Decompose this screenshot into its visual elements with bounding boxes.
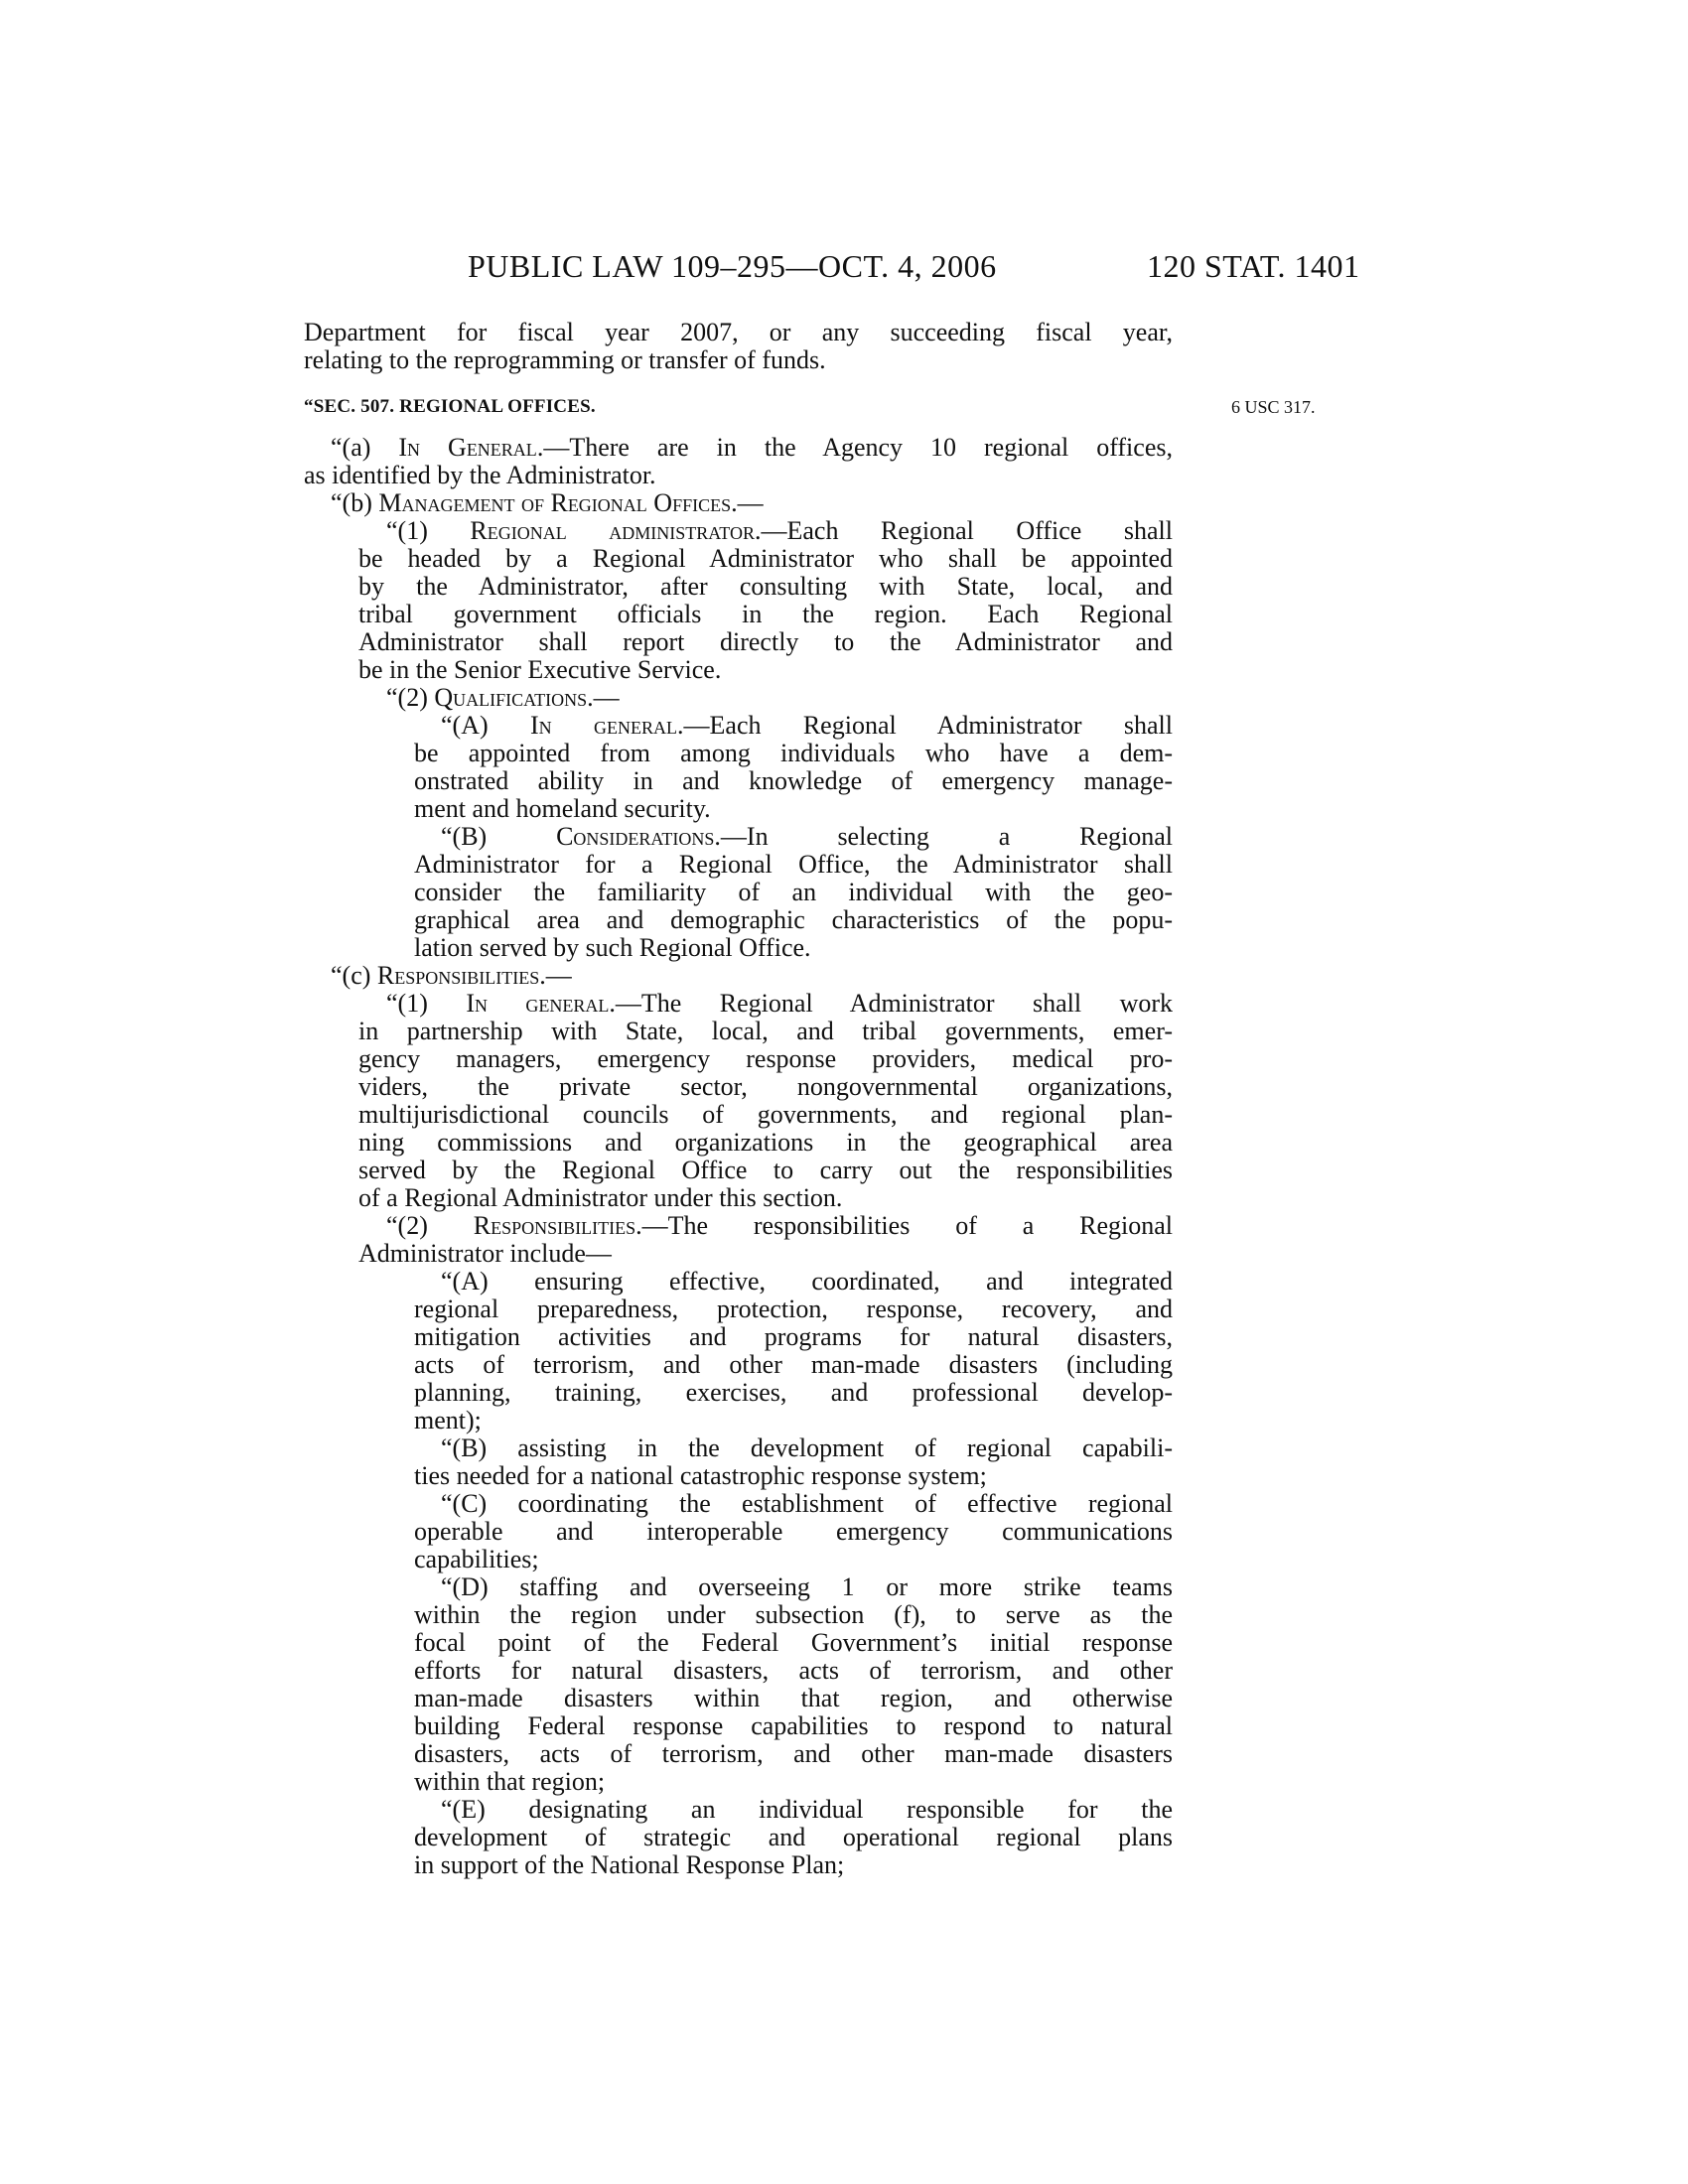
text-line: acts of terrorism, and other man-made disasters (including xyxy=(414,1350,1173,1379)
text-line: man-made disasters within that region, and otherwise xyxy=(414,1684,1173,1712)
text-line: within that region; xyxy=(414,1767,606,1796)
paragraph-first-line xyxy=(414,823,1173,851)
text-line: disasters, acts of terrorism, and other man-made disasters xyxy=(414,1739,1173,1768)
intro-paragraph xyxy=(304,319,1173,374)
text-line: ties needed for a national catastrophic response system; xyxy=(414,1461,987,1490)
text-line: viders, the private sector, nongovernmental organizations, xyxy=(358,1072,1173,1101)
text-line: planning, training, exercises, and professional develop- xyxy=(414,1378,1173,1407)
paragraph-text: .—Each Regional Office shall xyxy=(754,516,1173,545)
text-line: within the region under subsection (f), to serve as the xyxy=(414,1600,1173,1629)
subsection-paragraph xyxy=(414,823,1173,962)
paragraph-first-line xyxy=(414,712,1173,740)
section-body xyxy=(304,434,1173,1879)
text-line: ment and homeland security. xyxy=(414,794,711,823)
paragraph-designator: “(B) xyxy=(441,822,557,851)
text-line: in support of the National Response Plan; xyxy=(414,1850,845,1879)
text-line: Department for fiscal year 2007, or any succeeding fiscal year, xyxy=(304,318,1173,346)
subsection-paragraph xyxy=(414,1268,1173,1434)
paragraph-text: coordinating the establishment of effective regional xyxy=(517,1489,1174,1518)
paragraph-designator: “(C) xyxy=(441,1489,518,1518)
text-line: graphical area and demographic characteristics of the popu- xyxy=(414,905,1173,934)
paragraph-designator: “(A) xyxy=(441,711,530,740)
paragraph-text: designating an individual responsible for the xyxy=(528,1795,1173,1824)
paragraph-text: staffing and overseeing 1 or more strike teams xyxy=(519,1572,1173,1601)
paragraph-first-line xyxy=(358,1212,1173,1240)
text-line: development of strategic and operational regional plans xyxy=(414,1823,1173,1851)
paragraph-first-line xyxy=(304,434,1173,462)
section-heading: “SEC. 507. REGIONAL OFFICES. xyxy=(304,396,596,417)
paragraph-designator: “(2) xyxy=(386,683,435,712)
paragraph-first-line xyxy=(304,489,1173,517)
text-line: relating to the reprogramming or transfer of funds. xyxy=(304,345,826,374)
margin-citation: 6 USC 317. xyxy=(1231,397,1316,417)
text-line: tribal government officials in the region. Each Regional xyxy=(358,600,1173,628)
page-stat-number: 120 STAT. 1401 xyxy=(1147,248,1360,284)
text-line: capabilities; xyxy=(414,1545,539,1573)
paragraph-text: .—The responsibilities of a Regional xyxy=(635,1211,1173,1240)
text-line: in partnership with State, local, and tribal governments, emer- xyxy=(358,1017,1173,1045)
text-line: lation served by such Regional Office. xyxy=(414,933,811,962)
paragraph-first-line xyxy=(414,1796,1173,1824)
paragraph-designator: “(E) xyxy=(441,1795,529,1824)
subsection-paragraph xyxy=(358,1212,1173,1268)
subsection-paragraph xyxy=(358,990,1173,1212)
text-line: gency managers, emergency response providers, medical pro- xyxy=(358,1044,1173,1073)
text-line: building Federal response capabilities to respond to natural xyxy=(414,1711,1173,1740)
text-line: operable and interoperable emergency communications xyxy=(414,1517,1173,1546)
subsection-paragraph xyxy=(304,962,1173,990)
paragraph-first-line xyxy=(414,1434,1173,1462)
text-line: of a Regional Administrator under this section. xyxy=(358,1183,843,1212)
paragraph-text: .— xyxy=(731,488,764,517)
paragraph-designator: “(b) xyxy=(331,488,379,517)
paragraph-first-line xyxy=(304,962,1173,990)
subsection-paragraph xyxy=(414,1796,1173,1879)
text-line: be appointed from among individuals who have a dem- xyxy=(414,739,1173,767)
paragraph-first-line xyxy=(414,1573,1173,1601)
text-line: be headed by a Regional Administrator who shall be appointed xyxy=(358,544,1173,573)
subsection-paragraph xyxy=(304,489,1173,517)
paragraph-text: assisting in the development of regional capabili- xyxy=(517,1433,1174,1462)
paragraph-heading: In general xyxy=(466,989,610,1018)
text-line: as identified by the Administrator. xyxy=(304,461,656,489)
paragraph-first-line xyxy=(358,684,1173,712)
subsection-paragraph xyxy=(358,684,1173,712)
text-line: regional preparedness, protection, response, recovery, and xyxy=(414,1295,1173,1323)
paragraph-heading: Management of Regional Offices xyxy=(378,488,732,517)
subsection-paragraph xyxy=(414,1573,1173,1796)
subsection-paragraph xyxy=(414,712,1173,823)
subsection-paragraph xyxy=(414,1434,1173,1490)
paragraph-designator: “(2) xyxy=(386,1211,474,1240)
paragraph-heading: Qualifications xyxy=(434,683,588,712)
paragraph-first-line xyxy=(358,517,1173,545)
text-line: ment); xyxy=(414,1406,482,1434)
subsection-paragraph xyxy=(414,1490,1173,1573)
paragraph-text: .— xyxy=(539,961,572,990)
paragraph-first-line xyxy=(414,1490,1173,1518)
paragraph-text: .—Each Regional Administrator shall xyxy=(677,711,1173,740)
subsection-paragraph xyxy=(304,434,1173,489)
paragraph-designator: “(D) xyxy=(441,1572,520,1601)
paragraph-text: ensuring effective, coordinated, and integrated xyxy=(534,1267,1173,1296)
paragraph-heading: In General xyxy=(398,433,537,462)
text-line: by the Administrator, after consulting with State, local, and xyxy=(358,572,1173,601)
paragraph-designator: “(1) xyxy=(386,989,467,1018)
text-line: ning commissions and organizations in the geographical area xyxy=(358,1128,1173,1157)
paragraph-heading: Regional administrator xyxy=(470,516,755,545)
text-line: focal point of the Federal Government’s initial response xyxy=(414,1628,1173,1657)
paragraph-first-line xyxy=(358,990,1173,1018)
text-line: mitigation activities and programs for natural disasters, xyxy=(414,1322,1173,1351)
paragraph-text: .—The Regional Administrator shall work xyxy=(609,989,1173,1018)
text-line: Administrator shall report directly to the Administrator and xyxy=(358,627,1173,656)
paragraph-designator: “(1) xyxy=(386,516,471,545)
text-line: efforts for natural disasters, acts of terrorism, and other xyxy=(414,1656,1173,1685)
paragraph-heading: Responsibilities xyxy=(473,1211,636,1240)
paragraph-heading: In general xyxy=(530,711,678,740)
paragraph-designator: “(a) xyxy=(331,433,399,462)
paragraph-text: .— xyxy=(587,683,620,712)
text-line: Administrator include— xyxy=(358,1239,612,1268)
paragraph-designator: “(B) xyxy=(441,1433,518,1462)
text-line: onstrated ability in and knowledge of emergency manage- xyxy=(414,766,1173,795)
paragraph-designator: “(c) xyxy=(331,961,377,990)
text-line: consider the familiarity of an individual with the geo- xyxy=(414,878,1173,906)
paragraph-text: .—In selecting a Regional xyxy=(714,822,1173,851)
text-line: Administrator for a Regional Office, the Administrator shall xyxy=(414,850,1173,879)
text-line: be in the Senior Executive Service. xyxy=(358,655,722,684)
paragraph-heading: Responsibilities xyxy=(376,961,540,990)
paragraph-heading: Considerations xyxy=(556,822,715,851)
subsection-paragraph xyxy=(358,517,1173,684)
text-line: multijurisdictional councils of governments, and regional plan- xyxy=(358,1100,1173,1129)
paragraph-first-line xyxy=(414,1268,1173,1296)
text-line: served by the Regional Office to carry out the responsibilities xyxy=(358,1156,1173,1184)
running-header-title: PUBLIC LAW 109–295—OCT. 4, 2006 xyxy=(468,248,997,284)
paragraph-designator: “(A) xyxy=(441,1267,535,1296)
paragraph-text: .—There are in the Agency 10 regional offices, xyxy=(536,433,1173,462)
